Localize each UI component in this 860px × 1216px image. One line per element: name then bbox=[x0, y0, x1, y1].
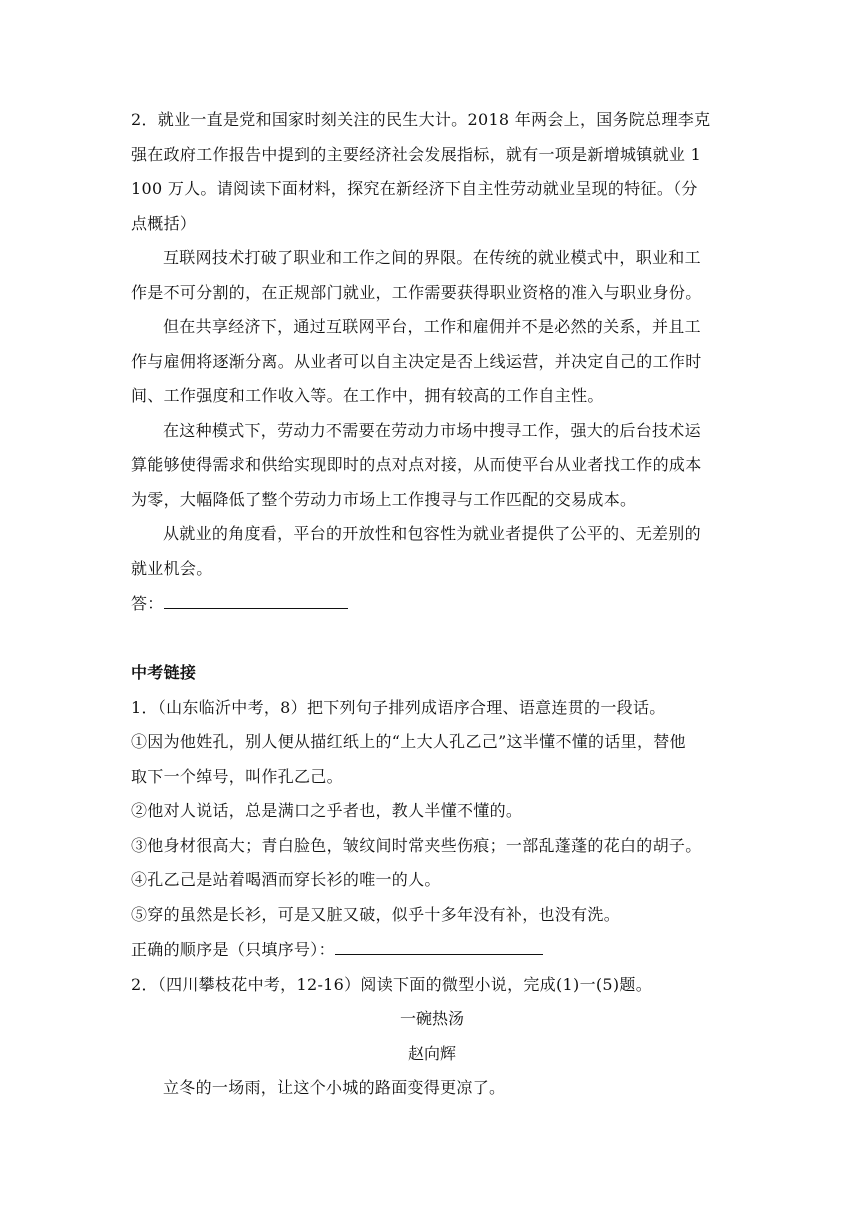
prompt-line: 强在政府工作报告中提到的主要经济社会发展指标，就有一项是新增城镇就业 1 bbox=[131, 144, 702, 164]
question-line: ①因为他姓孔，别人便从描红纸上的“上大人孔乙己”这半懂不懂的话里，替他 bbox=[131, 732, 686, 751]
question-2-prompt bbox=[131, 103, 733, 241]
story-line: 立冬的一场雨，让这个小城的路面变得更凉了。 bbox=[163, 1078, 506, 1097]
prompt-line: 100 万人。请阅读下面材料，探究在新经济下自主性劳动就业呈现的特征。（分 bbox=[131, 179, 698, 198]
passage-line: 在这种模式下，劳动力不需要在劳动力市场中搜寻工作，强大的后台技术运 bbox=[163, 420, 701, 440]
answer-line bbox=[131, 586, 733, 622]
question-line: ④孔乙己是站着喝酒而穿长衫的唯一的人。 bbox=[131, 870, 441, 889]
story-author: 赵向辉 bbox=[407, 1043, 456, 1063]
passage-line: 间、工作强度和工作收入等。在工作中，拥有较高的工作自主性。 bbox=[131, 386, 604, 405]
prompt-line: 2．就业一直是党和国家时刻关注的民生大计。2018 年两会上，国务院总理李克 bbox=[131, 110, 711, 129]
document-page bbox=[131, 103, 733, 1106]
passage-paragraph-4 bbox=[131, 517, 733, 586]
passage-line: 但在共享经济下，通过互联网平台，工作和雇佣并不是必然的关系，并且工 bbox=[163, 317, 701, 336]
question-line: 2．（四川攀枝花中考，12-16）阅读下面的微型小说，完成(1)一(5)题。 bbox=[131, 974, 653, 994]
passage-line: 算能够使得需求和供给实现即时的点对点对接，从而使平台从业者找工作的成本 bbox=[131, 455, 702, 474]
passage-line: 作与雇佣将逐渐分离。从业者可以自主决定是否上线运营，并决定自己的工作时 bbox=[131, 351, 702, 371]
order-answer-blank[interactable] bbox=[335, 932, 543, 955]
prompt-line: 点概括） bbox=[131, 213, 197, 233]
exam-question-2 bbox=[131, 968, 733, 1106]
passage-line: 互联网技术打破了职业和工作之间的界限。在传统的就业模式中，职业和工 bbox=[163, 248, 701, 267]
passage-line: 作是不可分割的，在正规部门就业，工作需要获得职业资格的准入与职业身份。 bbox=[131, 282, 702, 302]
question-line: 取下一个绰号，叫作孔乙己。 bbox=[131, 766, 343, 786]
passage-paragraph-2 bbox=[131, 310, 733, 414]
passage-line: 为零，大幅降低了整个劳动力市场上工作搜寻与工作匹配的交易成本。 bbox=[131, 489, 637, 509]
story-title: 一碗热汤 bbox=[399, 1009, 464, 1028]
exam-question-1 bbox=[131, 691, 733, 968]
answer-blank[interactable] bbox=[164, 586, 348, 609]
passage-paragraph-1 bbox=[131, 241, 733, 310]
section-heading: 中考链接 bbox=[131, 663, 197, 682]
question-line: ③他身材很高大；青白脸色，皱纹间时常夹些伤痕；一部乱蓬蓬的花白的胡子。 bbox=[131, 835, 702, 855]
section-gap bbox=[131, 622, 733, 657]
question-line: 1．（山东临沂中考，8）把下列句子排列成语序合理、语意连贯的一段话。 bbox=[131, 697, 666, 717]
passage-line: 就业机会。 bbox=[131, 558, 213, 578]
passage-line: 从就业的角度看，平台的开放性和包容性为就业者提供了公平的、无差别的 bbox=[163, 524, 701, 543]
answer-label: 答： bbox=[131, 594, 164, 613]
reading-passage bbox=[131, 241, 733, 586]
passage-paragraph-3 bbox=[131, 414, 733, 518]
question-line: ⑤穿的虽然是长衫，可是又脏又破，似乎十多年没有补，也没有洗。 bbox=[131, 904, 621, 924]
order-answer-line bbox=[131, 932, 733, 968]
order-answer-label: 正确的顺序是（只填序号）： bbox=[131, 940, 335, 959]
question-line: ②他对人说话，总是满口之乎者也，教人半懂不懂的。 bbox=[131, 801, 523, 820]
